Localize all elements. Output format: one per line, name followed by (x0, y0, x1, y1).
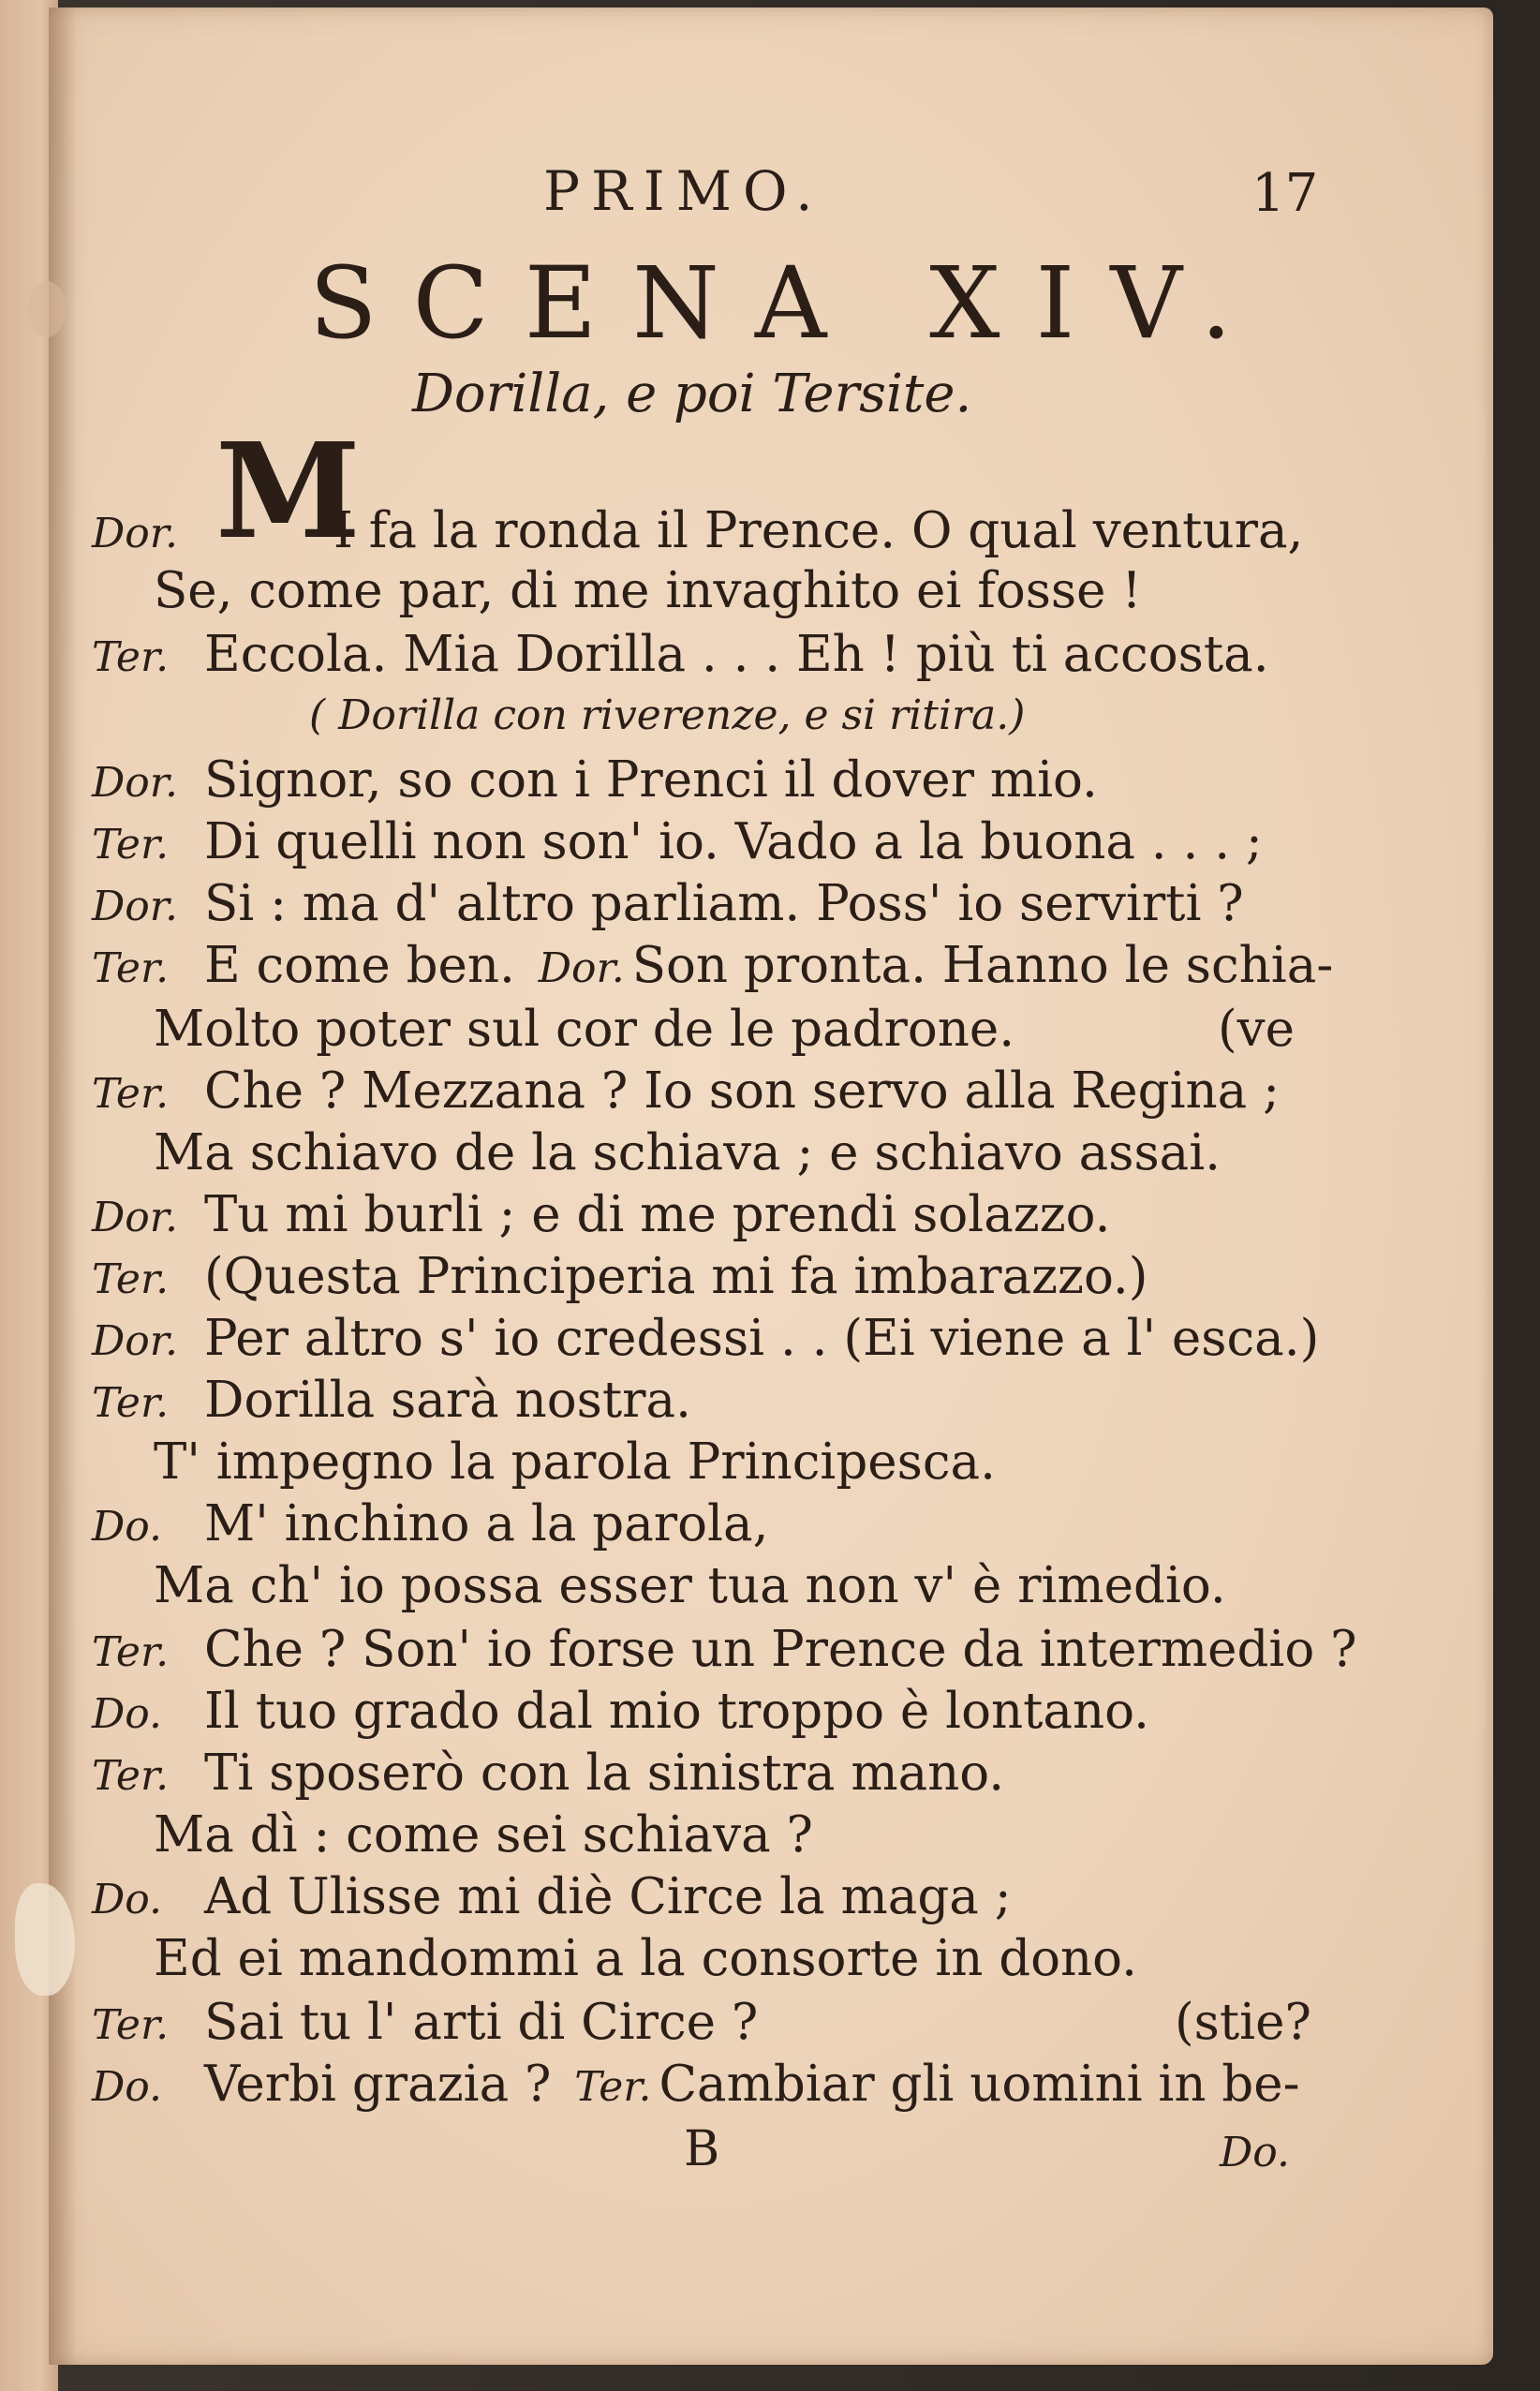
line-text: Dorilla sarà nostra. (204, 1372, 691, 1429)
verse-line (92, 1248, 1148, 1305)
verse-line (92, 1930, 1138, 1987)
page-gutter-shadow (49, 7, 77, 2365)
verse-line (92, 1745, 1005, 1802)
speaker-label: Ter. (92, 1255, 170, 1303)
line-text: Verbi grazia ? (204, 2056, 552, 2113)
line-text: Che ? Son' io forse un Prence da intermedio ? (204, 1621, 1357, 1678)
line-text: Ti sposerò con la sinistra mano. (204, 1745, 1005, 1802)
turnover-fragment: (stie? (1175, 1994, 1311, 2051)
verse-line (92, 626, 1269, 683)
line-text: I fa la ronda il Prence. O qual ventura, (333, 502, 1304, 559)
line-text: Ed ei mandommi a la consorte in dono. (154, 1930, 1138, 1987)
verse-line (92, 1806, 813, 1864)
line-text: Per altro s' io credessi . . (Ei viene a l' esca.) (204, 1310, 1320, 1367)
verse-line (92, 562, 1142, 619)
verse-line (92, 2056, 1300, 2113)
speaker-label: Ter. (92, 1628, 170, 1676)
speaker-label: Dor. (92, 883, 178, 930)
stage-direction: ( Dorilla con riverenze, e si ritira.) (309, 691, 1026, 739)
line-text: Se, come par, di me invaghito ei fosse ! (154, 562, 1142, 619)
verse-line (92, 1683, 1149, 1740)
speaker-label: Dor. (92, 1194, 178, 1241)
scene-heading: SCENA XIV. (309, 245, 1268, 361)
line-text: Eccola. Mia Dorilla . . . Eh ! più ti accosta. (204, 626, 1269, 683)
verse-line (92, 1372, 691, 1429)
verse-line (92, 1001, 1015, 1058)
line-text: Ma dì : come sei schiava ? (154, 1806, 813, 1864)
speaker-label: Ter. (574, 2063, 652, 2111)
verse-line (92, 937, 1334, 994)
line-text: Signor, so con i Prenci il dover mio. (204, 751, 1098, 809)
line-text: Ad Ulisse mi diè Circe la maga ; (204, 1868, 1012, 1925)
verse-line (92, 1062, 1280, 1120)
verse-line (92, 502, 1304, 559)
line-text: Ma ch' io possa esser tua non v' è rimedio. (154, 1557, 1226, 1614)
verse-line (92, 1868, 1012, 1925)
line-text: Molto poter sul cor de le padrone. (154, 1001, 1015, 1058)
speaker-label: Ter. (92, 944, 170, 992)
line-text: Che ? Mezzana ? Io son servo alla Regina ; (204, 1062, 1280, 1120)
line-text: Si : ma d' altro parliam. Poss' io servirti ? (204, 875, 1244, 932)
speaker-label: Do. (92, 2063, 162, 2111)
line-text: M' inchino a la parola, (204, 1495, 769, 1552)
speaker-label: Ter. (92, 2001, 170, 2049)
speaker-label: Dor. (92, 759, 178, 807)
verse-line (92, 1495, 769, 1552)
verse-line (92, 875, 1244, 932)
line-text: Sai tu l' arti di Circe ? (204, 1994, 759, 2051)
line-text: E come ben. (204, 937, 515, 994)
page-number: 17 (1251, 163, 1319, 224)
line-text: Di quelli non son' io. Vado a la buona . . . ; (204, 813, 1263, 870)
speaker-label: Dor. (92, 510, 178, 557)
line-text: Ma schiavo de la schiava ; e schiavo assai. (154, 1124, 1222, 1181)
speaker-label: Ter. (92, 1379, 170, 1427)
line-text: Il tuo grado dal mio troppo è lontano. (204, 1683, 1149, 1740)
line-text: (Questa Principeria mi fa imbarazzo.) (204, 1248, 1148, 1305)
drop-capital: M (215, 415, 361, 569)
verse-line (92, 1557, 1226, 1614)
running-head (0, 159, 1540, 244)
verse-line (92, 1621, 1357, 1678)
verse-line (92, 1186, 1111, 1243)
verse-line (92, 1994, 759, 2051)
speaker-label: Ter. (92, 1070, 170, 1118)
speaker-label: Dor. (92, 1317, 178, 1365)
line-text: T' impegno la parola Principesca. (154, 1433, 996, 1491)
verse-line (92, 1433, 996, 1491)
line-text: Tu mi burli ; e di me prendi solazzo. (204, 1186, 1111, 1243)
catchword: Do. (1220, 2129, 1290, 2176)
speaker-label: Do. (92, 1503, 162, 1551)
speaker-label: Dor. (538, 944, 625, 992)
turnover-fragment: (ve (1218, 1001, 1295, 1058)
verse-line (92, 751, 1098, 809)
verse-line (92, 813, 1263, 870)
line-text: Cambiar gli uomini in be- (659, 2056, 1300, 2113)
verse-line (92, 1310, 1320, 1367)
speaker-label: Ter. (92, 633, 170, 681)
line-text: Son pronta. Hanno le schia- (631, 937, 1334, 994)
verse-line (92, 1124, 1222, 1181)
running-title: PRIMO. (543, 159, 824, 223)
speaker-label: Ter. (92, 1752, 170, 1800)
speaker-label: Do. (92, 1690, 162, 1738)
speaker-label: Ter. (92, 821, 170, 869)
speaker-label: Do. (92, 1876, 162, 1923)
paper-wear-mark (28, 281, 66, 337)
signature-mark: B (684, 2121, 720, 2177)
scene-characters: Dorilla, e poi Tersite. (412, 364, 972, 424)
